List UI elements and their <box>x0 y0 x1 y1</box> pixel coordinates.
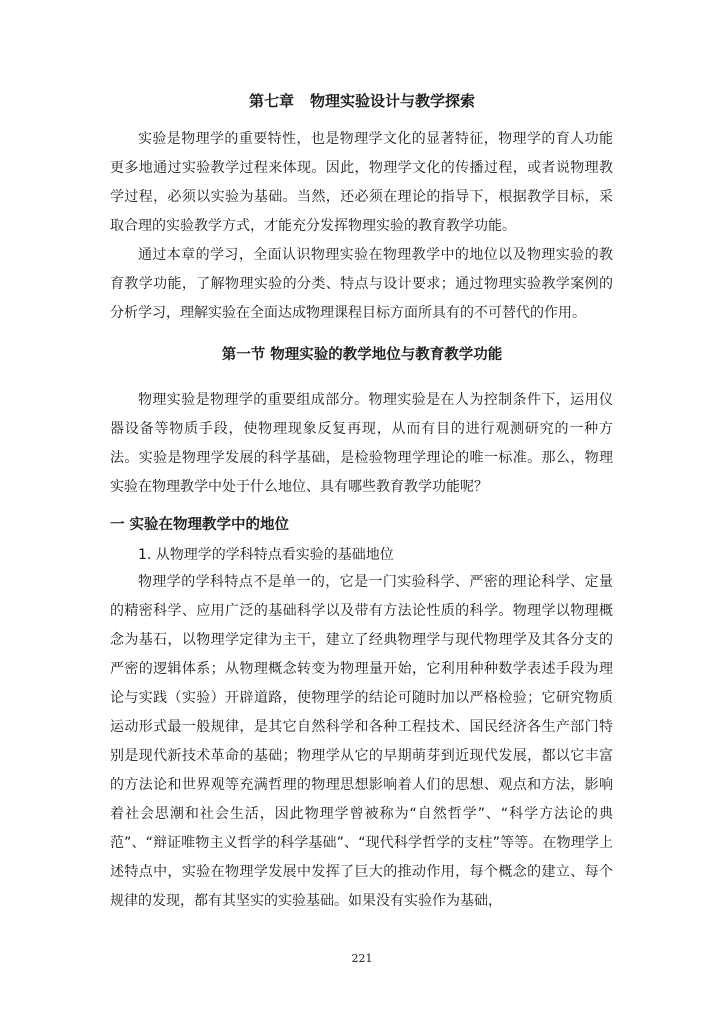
page-number: 221 <box>351 952 373 965</box>
body-paragraph: 物理学的学科特点不是单一的，它是一门实验科学、严密的理论科学、定量的精密科学、应用广泛的基础科学以及带有方法论性质的科学。物理学以物理概念为基石，以物理学定律为主干，建立了经典物理学与现代物理学及其各分支的严密的逻辑体系；从物理概念转变为物理量开始，它利用种种数学表述手段为理论与实践（实验）开辟道路，使物理学的结论可随时加以严格检验；它研究物质运动形式最一般规律，是其它自然科学和各种工程技术、国民经济各生产部门特别是现代新技术革命的基础；物理学从它的早期萌芽到近现代发展，都以它丰富的方法论和世界观等充满哲理的物理思想影响着人们的思想、观点和方法，影响着社会思潮和社会生活，因此物理学曾被称为“自然哲学”、“科学方法论的典范”、“辩证唯物主义哲学的科学基础”、“现代科学哲学的支柱”等等。在物理学上述特点中，实验在物理学发展中发挥了巨大的推动作用，每个概念的建立、每个规律的发现，都有其坚实的实验基础。如果没有实验作为基础， <box>110 574 613 909</box>
chapter-title <box>0 90 724 112</box>
section-body <box>110 568 613 916</box>
chapter-intro <box>110 125 613 328</box>
chapter-name: 物理实验设计与教学探索 <box>310 92 476 110</box>
section-paragraph: 物理实验是物理学的重要组成部分。物理实验是在人为控制条件下，运用仪器设备等物质手段，使物理现象反复再现，从而有目的进行观测研究的一种方法。实验是物理学发展的科学基础，是检验物理学理论的唯一标准。那么，物理实验在物理教学中处于什么地位、具有哪些教育教学功能呢？ <box>110 392 613 495</box>
intro-paragraph: 通过本章的学习，全面认识物理实验在物理教学中的地位以及物理实验的教育教学功能，了解物理实验的分类、特点与设计要求；通过物理实验教学案例的分析学习，理解实验在全面达成物理课程目标方面所具有的不可替代的作用。 <box>110 247 613 321</box>
intro-paragraph: 实验是物理学的重要特性，也是物理学文化的显著特征，物理学的育人功能更多地通过实验教学过程来体现。因此，物理学文化的传播过程，或者说物理教学过程，必须以实验为基础。当然，还必须在理论的指导下，根据教学目标，采取合理的实验教学方式，才能充分发挥物理实验的教育教学功能。 <box>110 131 613 234</box>
section-intro <box>110 386 613 502</box>
subsection-heading: 一 实验在物理教学中的地位 <box>110 517 290 533</box>
topic-heading: 1. 从物理学的学科特点看实验的基础地位 <box>138 547 394 563</box>
section-title: 第一节 物理实验的教学地位与教育教学功能 <box>221 347 503 363</box>
chapter-number: 第七章 <box>248 92 294 110</box>
